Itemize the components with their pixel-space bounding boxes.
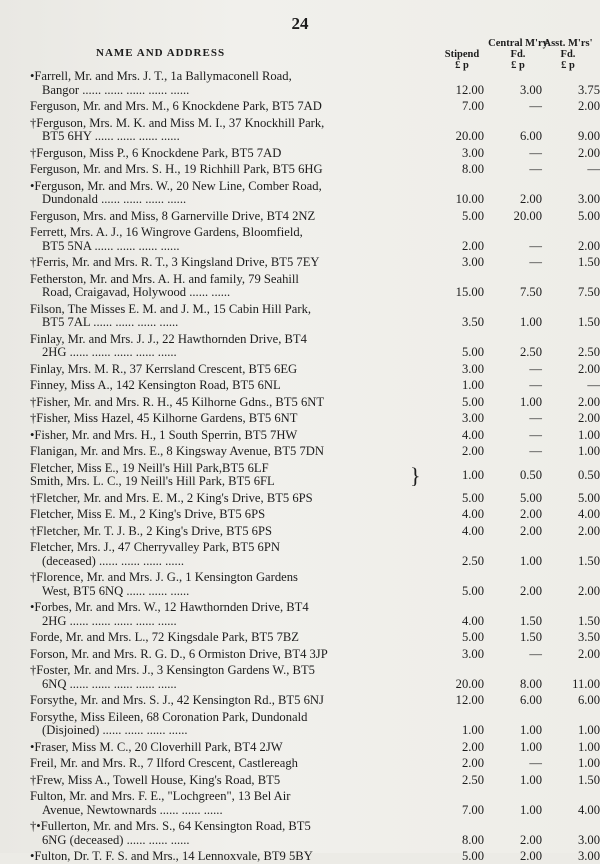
central-amount: 1.00 bbox=[519, 315, 542, 329]
central-amount: 1.00 bbox=[519, 553, 542, 568]
entry-name-address bbox=[30, 571, 432, 598]
entry-name-address bbox=[30, 601, 432, 628]
entry-line: Fletcher, Miss E., 19 Neill's Hill Park,BT5 6LF bbox=[30, 460, 269, 475]
entry-line: (deceased) ...... ...... ...... ...... bbox=[42, 553, 184, 568]
entry-line: BT5 5NA ...... ...... ...... ...... bbox=[42, 238, 180, 253]
entry-line: Dundonald ...... ...... ...... ...... bbox=[42, 192, 187, 206]
entry-name-address bbox=[30, 774, 432, 788]
asst-amount: 4.00 bbox=[577, 507, 600, 521]
asst-amount: 2.00 bbox=[577, 394, 600, 409]
entry-line: •Ferguson, Mr. and Mrs. W., 20 New Line, Comber Road, bbox=[30, 178, 322, 193]
asst-amount: 1.00 bbox=[577, 739, 600, 754]
asst-amount: 1.00 bbox=[577, 723, 600, 737]
entry-line: Fletcher, Miss E. M., 2 King's Drive, BT5 6PS bbox=[30, 507, 266, 521]
list-item bbox=[30, 429, 600, 443]
entry-name-address bbox=[30, 180, 432, 207]
stipend-amount: 12.00 bbox=[455, 693, 484, 707]
entry-line: †Ferris, Mr. and Mrs. R. T., 3 Kingsland Drive, BT5 7EY bbox=[30, 255, 320, 269]
stipend-amount: 10.00 bbox=[455, 192, 484, 206]
entry-line: Fletcher, Mrs. J., 47 Cherryvalley Park, BT5 6PN bbox=[30, 540, 280, 554]
central-amount: 1.50 bbox=[519, 613, 542, 628]
central-amount: 1.00 bbox=[519, 802, 542, 817]
brace-mark: } bbox=[410, 462, 421, 488]
central-amount: — bbox=[529, 378, 542, 392]
stipend-amount: 5.00 bbox=[461, 208, 484, 223]
central-amount: 20.00 bbox=[513, 208, 542, 223]
asst-amount: 1.50 bbox=[577, 772, 600, 787]
central-amount: 2.50 bbox=[519, 345, 542, 359]
asst-amount: 9.00 bbox=[577, 129, 600, 143]
stipend-unit: £ p bbox=[455, 60, 469, 71]
stipend-amount: 1.00 bbox=[461, 468, 484, 482]
entry-line: †Ferguson, Mrs. M. K. and Miss M. I., 37 Knockhill Park, bbox=[30, 115, 325, 130]
asst-amount: 3.00 bbox=[577, 192, 600, 206]
list-item bbox=[30, 850, 600, 864]
entry-name-address bbox=[30, 445, 432, 459]
central-amount: — bbox=[529, 411, 542, 425]
stipend-amount: 4.00 bbox=[461, 523, 484, 538]
column-header-stipend bbox=[436, 49, 488, 71]
list-item bbox=[30, 648, 600, 662]
stipend-amount: 5.00 bbox=[461, 630, 484, 644]
entry-name-address bbox=[30, 147, 432, 161]
entry-line: 6NG (deceased) ...... ...... ...... bbox=[42, 832, 190, 847]
list-item bbox=[30, 379, 600, 393]
entry-line: Road, Craigavad, Holywood ...... ...... bbox=[42, 285, 231, 299]
entry-line: •Fisher, Mr. and Mrs. H., 1 South Sperrin, BT5 7HW bbox=[30, 427, 298, 442]
stipend-amount: 20.00 bbox=[455, 129, 484, 143]
entry-name-address bbox=[30, 256, 432, 270]
asst-amount: 1.50 bbox=[577, 553, 600, 568]
entry-line: †Fletcher, Mr. T. J. B., 2 King's Drive, BT5 6PS bbox=[30, 523, 272, 538]
entry-name-address bbox=[30, 462, 432, 489]
entry-name-address bbox=[30, 363, 432, 377]
list-item bbox=[30, 664, 600, 691]
list-item bbox=[30, 694, 600, 708]
entry-line: 2HG ...... ...... ...... ...... ...... bbox=[42, 613, 177, 628]
list-item bbox=[30, 256, 600, 270]
asst-amount: 2.00 bbox=[577, 145, 600, 160]
entry-name-address bbox=[30, 117, 432, 144]
asst-amount: 3.00 bbox=[577, 832, 600, 847]
entry-name-address bbox=[30, 210, 432, 224]
list-item bbox=[30, 333, 600, 360]
asst-amount: 5.00 bbox=[577, 490, 600, 505]
entry-line: Forsythe, Miss Eileen, 68 Coronation Park, Dundonald bbox=[30, 709, 308, 724]
central-amount: 1.00 bbox=[519, 772, 542, 787]
stipend-amount: 7.00 bbox=[461, 802, 484, 817]
list-item bbox=[30, 741, 600, 755]
list-item bbox=[30, 147, 600, 161]
list-item bbox=[30, 163, 600, 177]
entry-name-address bbox=[30, 711, 432, 738]
central-amount: 6.00 bbox=[519, 129, 542, 143]
entry-name-address bbox=[30, 412, 432, 426]
central-amount: — bbox=[529, 444, 542, 458]
entry-line: BT5 6HY ...... ...... ...... ...... bbox=[42, 129, 180, 143]
entry-name-address bbox=[30, 396, 432, 410]
asst-amount: 3.75 bbox=[577, 82, 600, 97]
stipend-amount: 5.00 bbox=[461, 849, 484, 863]
entry-name-address bbox=[30, 664, 432, 691]
asst-amount: 2.00 bbox=[577, 646, 600, 661]
asst-amount: 11.00 bbox=[572, 676, 600, 691]
list-item bbox=[30, 508, 600, 522]
central-amount: 2.00 bbox=[519, 507, 542, 521]
entry-name-address bbox=[30, 163, 432, 177]
list-item bbox=[30, 363, 600, 377]
list-item bbox=[30, 396, 600, 410]
entry-name-address bbox=[30, 757, 432, 771]
entry-line: 6NQ ...... ...... ...... ...... ...... bbox=[42, 676, 177, 691]
asst-amount: 2.00 bbox=[577, 238, 600, 253]
central-amount: — bbox=[529, 162, 542, 176]
entry-line: Finlay, Mrs. M. R., 37 Kerrsland Crescent, BT5 6EG bbox=[30, 361, 298, 376]
entry-name-address bbox=[30, 525, 432, 539]
list-item bbox=[30, 601, 600, 628]
central-amount: 2.00 bbox=[519, 832, 542, 847]
entry-name-address bbox=[30, 379, 432, 393]
entry-line: Smith, Mrs. L. C., 19 Neill's Hill Park, BT5 6FL bbox=[30, 474, 275, 488]
list-item bbox=[30, 757, 600, 771]
asst-amount: 6.00 bbox=[577, 693, 600, 707]
central-amount: — bbox=[529, 756, 542, 770]
asst-amount: — bbox=[587, 378, 600, 392]
list-item bbox=[30, 790, 600, 817]
asst-amount: 7.50 bbox=[577, 285, 600, 299]
list-item bbox=[30, 273, 600, 300]
stipend-label: Stipend bbox=[444, 49, 480, 60]
entry-line: †Fisher, Mr. and Mrs. R. H., 45 Kilhorne Gdns., BT5 6NT bbox=[30, 394, 325, 409]
asst-amount: 1.00 bbox=[577, 444, 600, 458]
entry-name-address bbox=[30, 100, 432, 114]
asst-amount: 4.00 bbox=[577, 802, 600, 817]
entry-name-address bbox=[30, 70, 432, 97]
asst-amount: 5.00 bbox=[577, 208, 600, 223]
entry-name-address bbox=[30, 508, 432, 522]
central-amount: 5.00 bbox=[519, 490, 542, 505]
entry-line: •Fraser, Miss M. C., 20 Cloverhill Park, BT4 2JW bbox=[30, 739, 283, 754]
entry-line: †Frew, Miss A., Towell House, King's Road, BT5 bbox=[30, 772, 281, 787]
entry-line: •Forbes, Mr. and Mrs. W., 12 Hawthornden Drive, BT4 bbox=[30, 600, 309, 614]
asst-amount: 1.00 bbox=[577, 427, 600, 442]
entry-line: †Fletcher, Mr. and Mrs. E. M., 2 King's Drive, BT5 6PS bbox=[30, 490, 313, 505]
list-item bbox=[30, 525, 600, 539]
list-item bbox=[30, 492, 600, 506]
central-amount: 2.00 bbox=[519, 583, 542, 598]
entry-name-address bbox=[30, 429, 432, 443]
stipend-amount: 5.00 bbox=[461, 490, 484, 505]
asst-amount: — bbox=[587, 162, 600, 176]
stipend-amount: 2.00 bbox=[461, 756, 484, 770]
asst-amount: 3.00 bbox=[577, 849, 600, 863]
asst-amount: 3.50 bbox=[577, 630, 600, 644]
stipend-amount: 1.00 bbox=[461, 723, 484, 737]
asst-amount: 0.50 bbox=[577, 468, 600, 482]
entry-name-address bbox=[30, 631, 432, 645]
entry-line: Fetherston, Mr. and Mrs. A. H. and family, 79 Seahill bbox=[30, 271, 299, 286]
entry-name-address bbox=[30, 492, 432, 506]
column-header-name: NAME AND ADDRESS bbox=[96, 47, 226, 59]
entry-line: Ferguson, Mrs. and Miss, 8 Garnerville Drive, BT4 2NZ bbox=[30, 208, 316, 223]
stipend-amount: 12.00 bbox=[455, 82, 484, 97]
stipend-amount: 4.00 bbox=[461, 613, 484, 628]
stipend-amount: 2.50 bbox=[461, 553, 484, 568]
entry-line: Freil, Mr. and Mrs. R., 7 Ilford Crescent, Castlereagh bbox=[30, 756, 298, 770]
entry-name-address bbox=[30, 273, 432, 300]
central-amount: — bbox=[529, 145, 542, 160]
central-amount: 0.50 bbox=[519, 468, 542, 482]
entry-line: †Ferguson, Miss P., 6 Knockdene Park, BT5 7AD bbox=[30, 145, 282, 160]
central-amount: — bbox=[529, 255, 542, 269]
page-number: 24 bbox=[291, 14, 309, 33]
stipend-amount: 8.00 bbox=[461, 162, 484, 176]
entry-line: †Foster, Mr. and Mrs. J., 3 Kensington Gardens W., BT5 bbox=[30, 663, 315, 677]
asst-amount: 1.50 bbox=[577, 315, 600, 329]
entry-name-address bbox=[30, 648, 432, 662]
entry-line: 2HG ...... ...... ...... ...... ...... bbox=[42, 345, 177, 359]
list-item bbox=[30, 210, 600, 224]
stipend-amount: 3.00 bbox=[461, 255, 484, 269]
list-item bbox=[30, 774, 600, 788]
stipend-amount: 2.50 bbox=[461, 772, 484, 787]
entry-name-address bbox=[30, 790, 432, 817]
stipend-amount: 4.00 bbox=[461, 427, 484, 442]
stipend-amount: 15.00 bbox=[455, 285, 484, 299]
central-amount: 7.50 bbox=[519, 285, 542, 299]
entry-line: •Fulton, Dr. T. F. S. and Mrs., 14 Lennoxvale, BT9 5BY bbox=[30, 849, 313, 863]
entry-line: (Disjoined) ...... ...... ...... ...... bbox=[42, 723, 188, 737]
stipend-amount: 2.00 bbox=[461, 444, 484, 458]
entry-line: •Farrell, Mr. and Mrs. J. T., 1a Ballymaconell Road, bbox=[30, 69, 292, 83]
central-amount: 1.00 bbox=[519, 739, 542, 754]
column-header-asst bbox=[536, 38, 600, 71]
list-item bbox=[30, 462, 600, 489]
central-amount: — bbox=[529, 99, 542, 113]
stipend-amount: 2.00 bbox=[461, 238, 484, 253]
entry-line: Filson, The Misses E. M. and J. M., 15 Cabin Hill Park, bbox=[30, 301, 312, 316]
entry-line: Ferguson, Mr. and Mrs. S. H., 19 Richhill Park, BT5 6HG bbox=[30, 162, 323, 176]
list-item bbox=[30, 180, 600, 207]
list-item bbox=[30, 820, 600, 847]
stipend-amount: 5.00 bbox=[461, 345, 484, 359]
central-amount: — bbox=[529, 361, 542, 376]
entry-line: Finney, Miss A., 142 Kensington Road, BT5 6NL bbox=[30, 378, 281, 392]
central-amount: 2.00 bbox=[519, 523, 542, 538]
subscriber-list bbox=[30, 70, 600, 864]
central-label: Central M'ry Fd. bbox=[488, 38, 548, 60]
central-amount: 1.00 bbox=[519, 394, 542, 409]
entry-line: Avenue, Newtownards ...... ...... ...... bbox=[42, 802, 223, 817]
entry-line: Forde, Mr. and Mrs. L., 72 Kingsdale Park, BT5 7BZ bbox=[30, 630, 299, 644]
asst-amount: 2.00 bbox=[577, 583, 600, 598]
central-amount: — bbox=[529, 238, 542, 253]
entry-line: West, BT5 6NQ ...... ...... ...... bbox=[42, 583, 190, 598]
entry-line: Bangor ...... ...... ...... ...... ...... bbox=[42, 82, 190, 97]
entry-line: †•Fullerton, Mr. and Mrs. S., 64 Kensington Road, BT5 bbox=[30, 819, 311, 833]
central-unit: £ p bbox=[511, 60, 525, 71]
entry-name-address bbox=[30, 694, 432, 708]
central-amount: 1.00 bbox=[519, 723, 542, 737]
asst-amount: 2.00 bbox=[577, 411, 600, 425]
stipend-amount: 5.00 bbox=[461, 583, 484, 598]
stipend-amount: 3.00 bbox=[461, 145, 484, 160]
central-amount: — bbox=[529, 646, 542, 661]
entry-line: Ferguson, Mr. and Mrs. M., 6 Knockdene Park, BT5 7AD bbox=[30, 99, 322, 113]
asst-unit: £ p bbox=[561, 60, 575, 71]
asst-amount: 2.00 bbox=[577, 361, 600, 376]
central-amount: 2.00 bbox=[519, 192, 542, 206]
entry-line: Forsythe, Mr. and Mrs. S. J., 42 Kensington Rd., BT5 6NJ bbox=[30, 693, 324, 707]
entry-name-address bbox=[30, 303, 432, 330]
asst-amount: 1.50 bbox=[577, 613, 600, 628]
entry-line: Fulton, Mr. and Mrs. F. E., "Lochgreen", 13 Bel Air bbox=[30, 789, 291, 803]
stipend-amount: 1.00 bbox=[461, 378, 484, 392]
asst-label: Asst. M'rs' Fd. bbox=[543, 38, 593, 60]
entry-name-address bbox=[30, 820, 432, 847]
central-amount: 6.00 bbox=[519, 693, 542, 707]
list-item bbox=[30, 70, 600, 97]
entry-name-address bbox=[30, 850, 432, 864]
central-amount: 8.00 bbox=[519, 676, 542, 691]
entry-name-address bbox=[30, 226, 432, 253]
stipend-amount: 3.00 bbox=[461, 646, 484, 661]
entry-name-address bbox=[30, 333, 432, 360]
entry-line: Forson, Mr. and Mrs. R. G. D., 6 Ormiston Drive, BT4 3JP bbox=[30, 646, 328, 661]
list-item bbox=[30, 445, 600, 459]
list-item bbox=[30, 711, 600, 738]
list-item bbox=[30, 100, 600, 114]
entry-line: Flanigan, Mr. and Mrs. E., 8 Kingsway Avenue, BT5 7DN bbox=[30, 444, 324, 458]
list-item bbox=[30, 412, 600, 426]
central-amount: 2.00 bbox=[519, 849, 542, 863]
list-item bbox=[30, 226, 600, 253]
stipend-amount: 4.00 bbox=[461, 507, 484, 521]
stipend-amount: 7.00 bbox=[461, 99, 484, 113]
list-item bbox=[30, 117, 600, 144]
entry-line: BT5 7AL ...... ...... ...... ...... bbox=[42, 315, 179, 329]
stipend-amount: 20.00 bbox=[455, 676, 484, 691]
asst-amount: 2.00 bbox=[577, 99, 600, 113]
list-item bbox=[30, 571, 600, 598]
stipend-amount: 3.00 bbox=[461, 361, 484, 376]
entry-line: †Fisher, Miss Hazel, 45 Kilhorne Gardens, BT5 6NT bbox=[30, 411, 298, 425]
list-item bbox=[30, 541, 600, 568]
asst-amount: 2.00 bbox=[577, 523, 600, 538]
asst-amount: 2.50 bbox=[577, 345, 600, 359]
stipend-amount: 2.00 bbox=[461, 739, 484, 754]
stipend-amount: 3.00 bbox=[461, 411, 484, 425]
asst-amount: 1.00 bbox=[577, 756, 600, 770]
entry-line: Finlay, Mr. and Mrs. J. J., 22 Hawthornden Drive, BT4 bbox=[30, 331, 307, 346]
asst-amount: 1.50 bbox=[577, 255, 600, 269]
central-amount: 3.00 bbox=[519, 82, 542, 97]
stipend-amount: 5.00 bbox=[461, 394, 484, 409]
central-amount: — bbox=[529, 427, 542, 442]
list-item bbox=[30, 631, 600, 645]
entry-line: †Florence, Mr. and Mrs. J. G., 1 Kensington Gardens bbox=[30, 570, 298, 584]
entry-line: Ferrett, Mrs. A. J., 16 Wingrove Gardens, Bloomfield, bbox=[30, 225, 303, 239]
central-amount: 1.50 bbox=[519, 630, 542, 644]
entry-name-address bbox=[30, 541, 432, 568]
list-item bbox=[30, 303, 600, 330]
stipend-amount: 3.50 bbox=[461, 315, 484, 329]
entry-name-address bbox=[30, 741, 432, 755]
stipend-amount: 8.00 bbox=[461, 832, 484, 847]
